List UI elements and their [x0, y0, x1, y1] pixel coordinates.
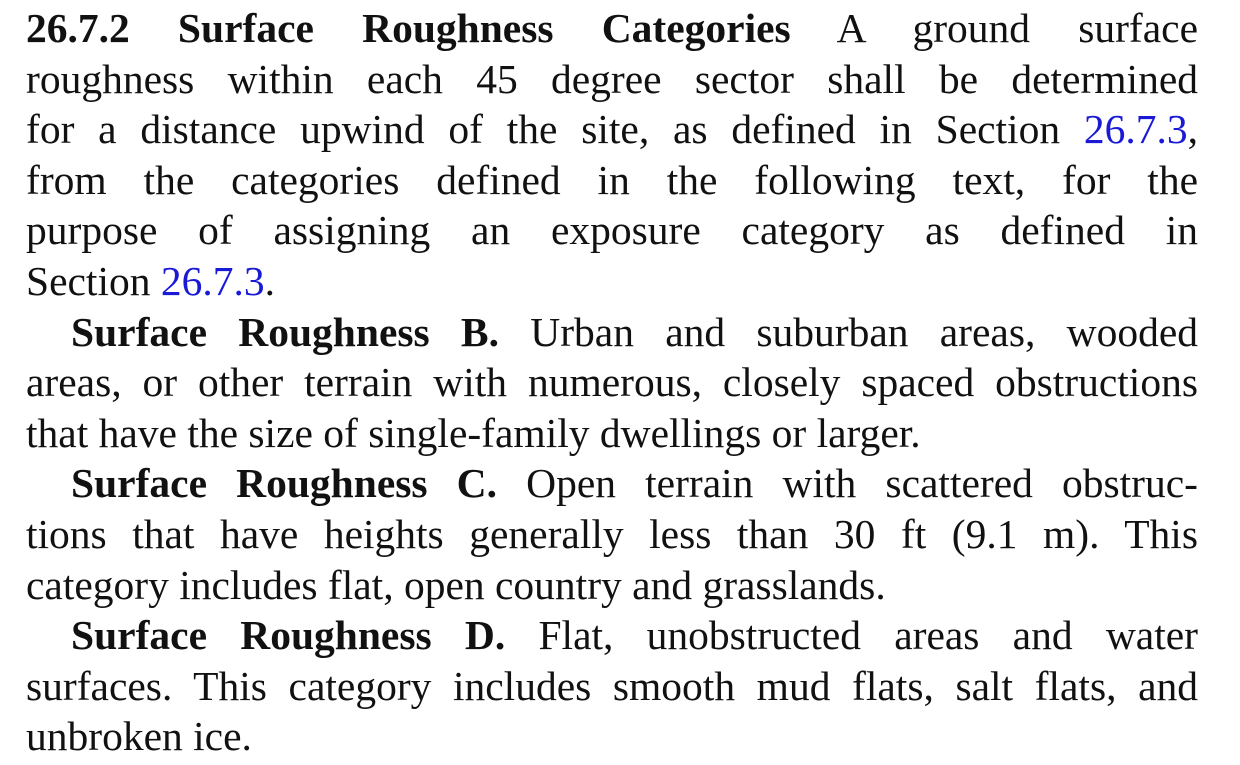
section-reference-link[interactable]: 26.7.3	[160, 257, 265, 304]
section-heading: 26.7.2 Surface Roughness Categories	[26, 5, 791, 51]
roughness-c-line-3: category includes flat, open country and grasslands.	[26, 561, 886, 608]
roughness-d-term: Surface Roughness D.	[71, 612, 506, 659]
roughness-b-line-1: Surface Roughness B. Urban and suburban areas, wooded	[71, 308, 1198, 355]
section-line-4: from the categories defined in the following text, for the	[26, 156, 1198, 203]
roughness-d-line-3: unbroken ice.	[26, 713, 252, 760]
section-line-1: 26.7.2 Surface Roughness Categories A ground surface	[26, 5, 1199, 51]
section-line-2: roughness within each 45 degree sector shall be determined	[26, 55, 1198, 102]
roughness-c-line-2: tions that have heights generally less than 30 ft (9.1 m). This	[26, 510, 1198, 557]
roughness-c-term: Surface Roughness C.	[71, 460, 497, 507]
section-line-6: Section 26.7.3.	[26, 257, 275, 304]
document-body	[26, 0, 1198, 762]
roughness-b-line-2: areas, or other terrain with numerous, closely spaced obstructions	[26, 359, 1198, 406]
roughness-b-line-3: that have the size of single-family dwellings or larger.	[26, 409, 921, 456]
roughness-d-line-1: Surface Roughness D. Flat, unobstructed areas and water	[71, 612, 1198, 659]
roughness-b-term: Surface Roughness B.	[71, 308, 499, 355]
roughness-c-line-1: Surface Roughness C. Open terrain with scattered obstruc-	[71, 460, 1198, 507]
section-line-3: for a distance upwind of the site, as defined in Section 26.7.3,	[26, 106, 1198, 153]
section-reference-link[interactable]: 26.7.3	[1083, 106, 1188, 153]
roughness-d-line-2: surfaces. This category includes smooth mud flats, salt flats, and	[26, 662, 1198, 709]
section-line-5: purpose of assigning an exposure category as defined in	[26, 207, 1198, 254]
